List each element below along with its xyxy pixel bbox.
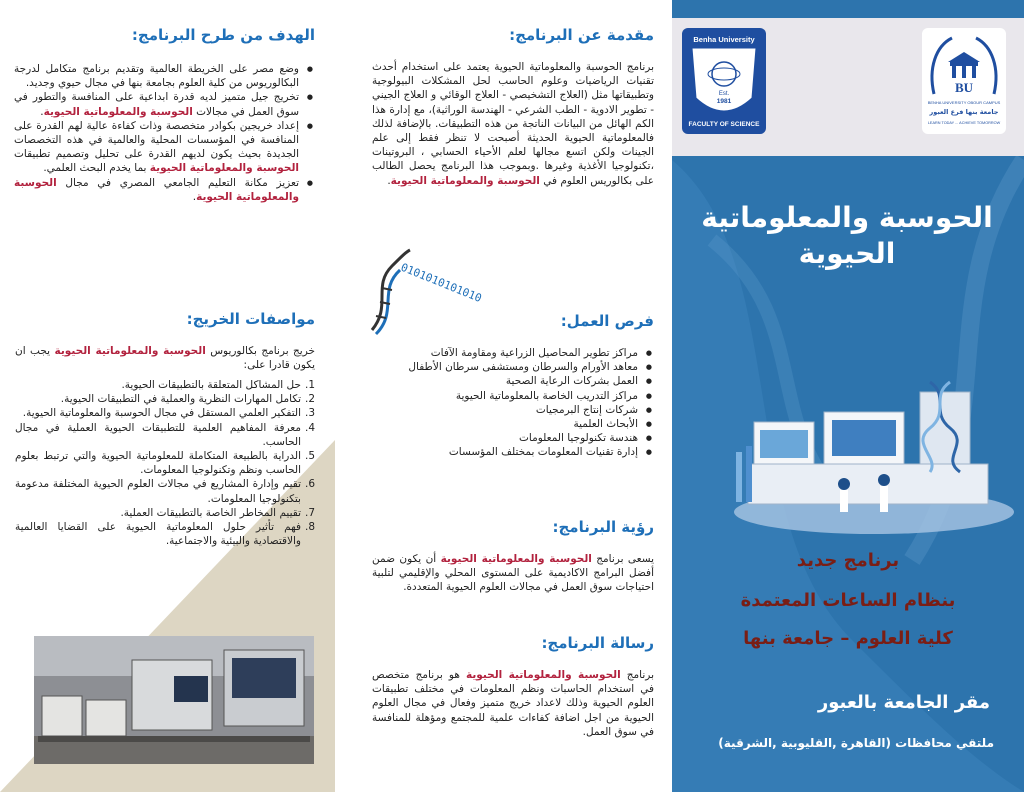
svg-text:LEARN TODAY ... ACHIEVE TOMORR: LEARN TODAY ... ACHIEVE TOMORROW: [927, 121, 1001, 125]
svg-text:جامعة بنها فرع العبور: جامعة بنها فرع العبور: [929, 108, 999, 116]
svg-text:Benha University: Benha University: [693, 35, 755, 44]
mission-heading: رسالة البرنامج:: [541, 634, 654, 652]
benha-university-logo: [922, 28, 1006, 134]
dna-binary-digits: 0101010101010: [398, 260, 484, 306]
job-item: ● شركات إنتاج البرمجيات: [368, 403, 638, 417]
svg-text:BU: BU: [954, 80, 974, 95]
graduate-item: 2. تكامل المهارات النظرية والعملية في التطبيقات الحيوية.: [60, 393, 315, 406]
cover-title-line-2: الحيوية: [798, 237, 896, 270]
mission-text: برنامج الحوسبة والمعلوماتية الحيوية هو برنامج متخصص في استخدام الحاسبات ونظم المعلومات في مختلف تطبيقات العلوم الحيوية وذلك لاعداد خريج متميز وفعال في مجال العلوم الحيوية من اجل اضافة كفاءات علمية للمجتمع ومؤهلة للمنافسة في سوق العمل.: [372, 669, 655, 738]
cover-subtitle-credit-hours: بنظام الساعات المعتمدة: [740, 590, 956, 611]
cover-title: [682, 200, 1012, 272]
goal-item: ● تعزيز مكانة التعليم الجامعي المصري في مجال الحوسبة والمعلوماتية الحيوية.: [14, 176, 299, 204]
job-item: ● إدارة تقنيات المعلومات بمختلف المؤسسات: [368, 445, 638, 459]
graduate-item: 7. تقييم المخاطر الخاصة بالتطبيقات العملية.: [120, 506, 315, 519]
lab-illustration: [724, 372, 1014, 536]
graduate-intro: خريج برنامج بكالوريوس الحوسبة والمعلوماتية الحيوية يجب ان يكون قادرا على:: [15, 345, 315, 372]
cover-title-line-1: الحوسبة والمعلوماتية: [701, 201, 993, 234]
intro-text: برنامج الحوسبة والمعلوماتية الحيوية يعتمد على استخدام أحدث تقنيات الرياضيات وعلوم الحاسب لحل المشكلات البيولوجية وتطبيقاتها مثل (العلاج التشخيصي - العلاج الوقائي و العلاج الجيني - تطوير الادوية - الطب الشرعي - الهندسة الوراثية)، مع إدارة هذا الكم الهائل من البيانات الناتجة من هذه التطبيقات. بالإضافة لذلك فالمعلوماتية الحيوية الحديثة أصبحت لا تنظر فقط إلى علم الجينات ولكن اتسع مجالها لعلم الأحياء الحسابي ، البروتينات ،تكنولوجيا الأغذية وغيرها .وبموجب هذا البرنامج يحصل الطالب على بكالوريس العلوم في الحوسبة والمعلوماتية الحيوية.: [372, 61, 654, 187]
job-item: ● الأبحاث العلمية: [368, 417, 638, 431]
vision-heading: رؤية البرنامج:: [552, 518, 654, 536]
job-item: ● هندسة تكنولوجيا المعلومات: [368, 431, 638, 445]
campus-location: مقر الجامعة بالعبور: [817, 692, 990, 713]
goal-item: ● تخريج جيل متميز لديه قدرة ابداعية على المنافسة والتطور في سوق العمل في مجالات الحوسبة والمعلوماتية الحيوية.: [14, 90, 299, 118]
jobs-list: [368, 346, 654, 460]
lab-equipment-photo: [34, 636, 314, 764]
job-item: ● مراكز تطوير المحاصيل الزراعية ومقاومة الآفات: [368, 346, 638, 360]
job-item: ● مراكز التدريب الخاصة بالمعلوماتية الحيوية: [368, 389, 638, 403]
logo-band: [672, 18, 1024, 156]
job-item: ● معاهد الأورام والسرطان ومستشفى سرطان الأطفال: [368, 360, 638, 374]
cover-subtitle-new-program: برنامج جديد: [796, 550, 900, 571]
vision-text: يسعى برنامج الحوسبة والمعلوماتية الحيوية أن يكون ضمن أفضل البرامج الاكاديمية على المستوى المحلي والإقليمي لتلبية احتياجات سوق العمل في مجالات العلوم الحيوية المتعددة.: [372, 553, 654, 594]
governorates-line: ملتقي محافظات (القاهرة ,القليوبية ,الشرقية): [718, 736, 994, 750]
svg-text:1981: 1981: [716, 98, 732, 105]
goals-heading: الهدف من طرح البرنامج:: [131, 26, 315, 44]
graduate-item: 3. التفكير العلمي المستقل في مجال الحوسبة والمعلوماتية الحيوية.: [22, 407, 315, 420]
graduate-item: 4. معرفة المفاهيم العلمية للتطبيقات الحيوية العملية في مجال الحاسب.: [15, 421, 315, 448]
graduate-list: [15, 378, 315, 548]
svg-text:FACULTY OF SCIENCE: FACULTY OF SCIENCE: [688, 121, 760, 128]
intro-heading: مقدمة عن البرنامج:: [509, 26, 654, 44]
left-panel: [0, 0, 335, 792]
goal-item: ● إعداد خريجين بكوادر متخصصة وذات كفاءة عالية لهم القدرة على المنافسة في المؤسسات المحلية والعالمية في هذه التخصصات الجديدة بحيث يكون لديهم القدرة على تحليل وتصميم تطبيقات الحوسبة والمعلوماتية الحيوية بما يخدم البحث العلمي.: [14, 119, 299, 176]
cover-subtitle-faculty: كلية العلوم – جامعة بنها: [743, 628, 953, 649]
middle-panel: [342, 0, 664, 792]
svg-text:Est.: Est.: [718, 91, 730, 97]
job-item: ● العمل بشركات الرعاية الصحية: [368, 374, 638, 388]
graduate-item: 5. الدراية بالطبيعة المتكاملة للمعلوماتية الحيوية والتي ترتبط بعلوم الحاسب ونظم وتكنولوجيا المعلومات.: [15, 450, 315, 477]
university-logo-emblem: [922, 28, 1006, 134]
graduate-heading: مواصفات الخريج:: [186, 310, 315, 328]
jobs-heading: فرص العمل:: [560, 312, 654, 330]
dna-binary-icon: [362, 246, 484, 338]
graduate-item: 8. فهم تأثير حلول المعلوماتية الحيوية على القضايا العالمية والاقتصادية والبيئية والاجتماعية.: [15, 521, 315, 548]
cover-panel: [672, 0, 1024, 792]
graduate-item: 1. حل المشاكل المتعلقة بالتطبيقات الحيوية.: [121, 379, 315, 391]
goal-item: ● وضع مصر على الخريطة العالمية وتقديم برنامج متكامل لدرجة البكالوريوس من كلية العلوم بجامعة بنها في مجال حيوي وجديد.: [14, 62, 299, 90]
goals-list: [14, 62, 315, 204]
faculty-of-science-logo: [682, 28, 766, 134]
svg-text:BENHA UNIVERSITY OBOUR CAMPUS: BENHA UNIVERSITY OBOUR CAMPUS: [927, 100, 1001, 105]
faculty-logo-emblem: [682, 28, 766, 134]
graduate-item: 6. تقيم وإدارة المشاريع في مجالات العلوم الحيوية المختلفة مدعومة بتكنولوجيا المعلومات.: [15, 478, 315, 505]
